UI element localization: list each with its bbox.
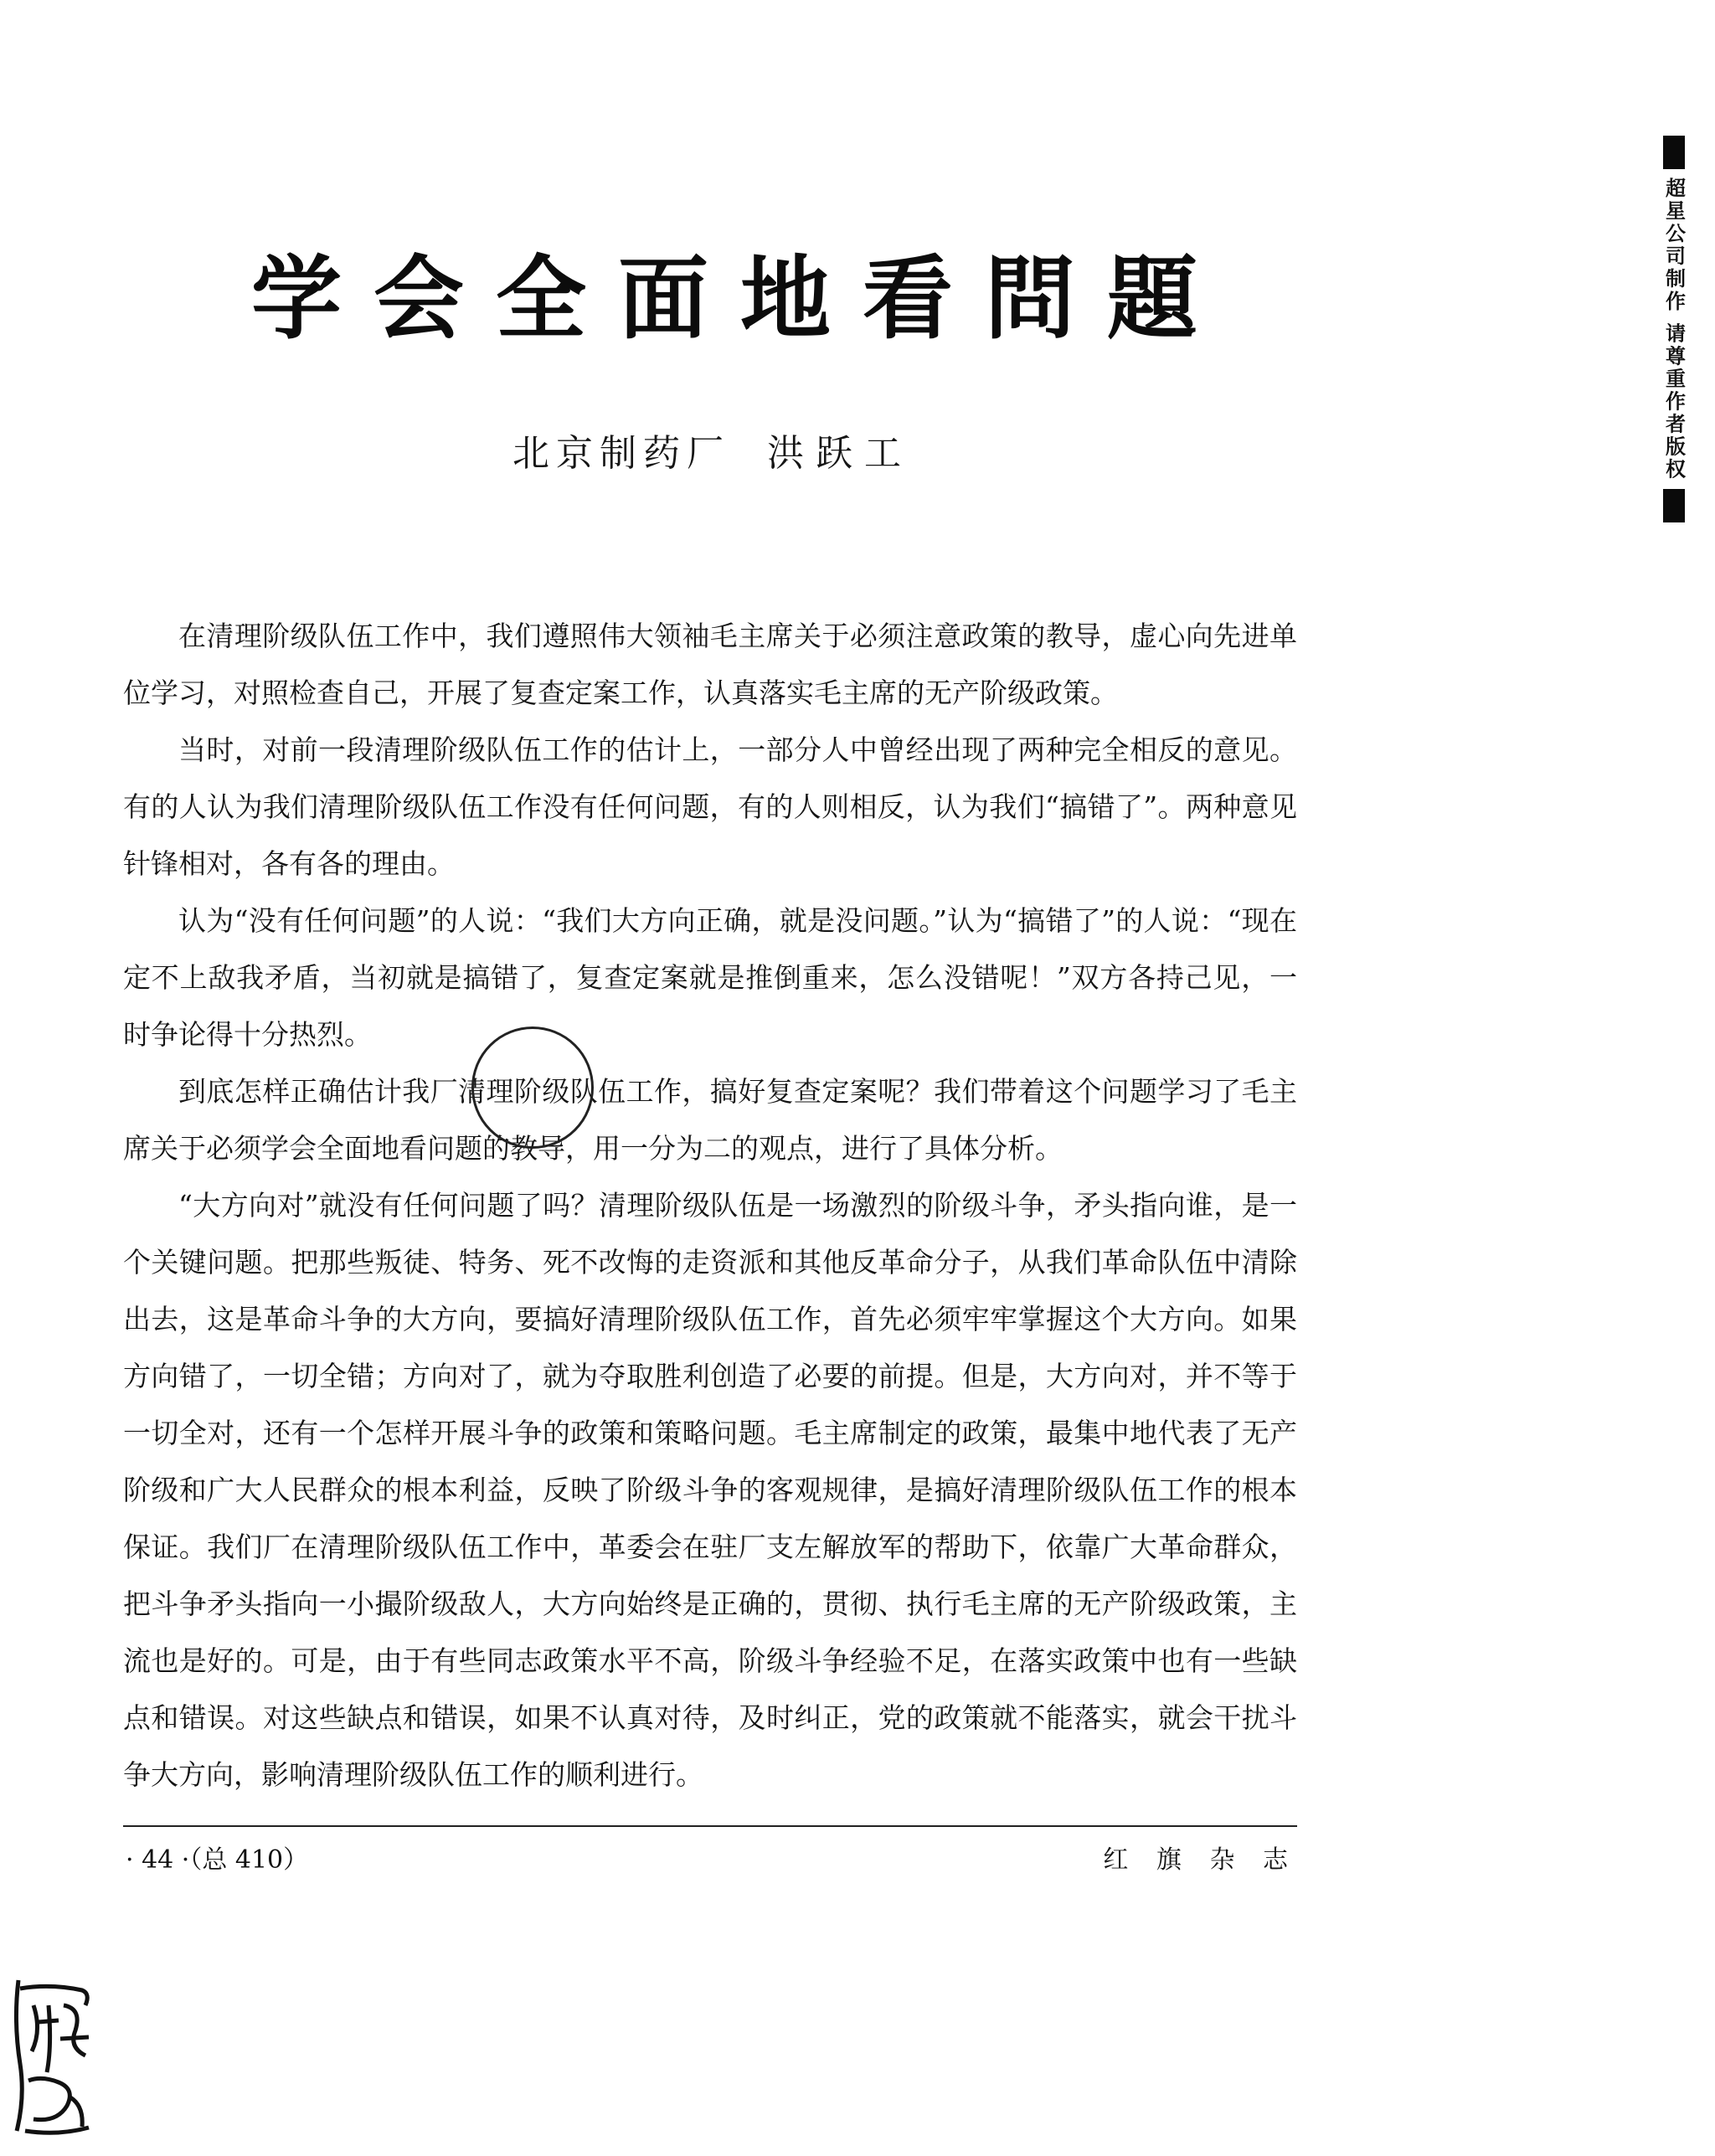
journal-name: 红 旗 杂 志 — [1103, 1845, 1298, 1875]
side-bar-bottom — [1663, 489, 1685, 522]
paragraph-4: 到底怎样正确估计我厂清理阶级队伍工作，搞好复查定案呢？我们带着这个问题学习了毛主席关于必须学会全面地看问题的教导，用一分为二的观点，进行了具体分析。 — [123, 1075, 1297, 1165]
byline-author: 洪跃工 — [767, 432, 913, 475]
byline-unit: 北京制药厂 — [512, 432, 730, 475]
article-title: 学会全面地看問題 — [251, 247, 1230, 352]
side-notice-text: 超星公司制作 请尊重作者版权 — [1661, 178, 1686, 481]
paragraph-5: “大方向对”就没有任何问题了吗？清理阶级队伍是一场激烈的阶级斗争，矛头指向谁，是一个关键问题。把那些叛徒、特务、死不改悔的走资派和其他反革命分子，从我们革命队伍中清除出去，这是革命斗争的大方向，要搞好清理阶级队伍工作，首先必须牢牢掌握这个大方向。如果方向错了，一切全错；方向对了，就为夺取胜利创造了必要的前提。但是，大方向对，并不等于一切全对，还有一个怎样开展斗争的政策和策略问题。毛主席制定的政策，最集中地代表了无产阶级和广大人民群众的根本利益，反映了阶级斗争的客观规律，是搞好清理阶级队伍工作的根本保证。我们厂在清理阶级队伍工作中，革委会在驻厂支左解放军的帮助下，依靠广大革命群众，把斗争矛头指向一小撮阶级敌人，大方向始终是正确的，贯彻、执行毛主席的无产阶级政策，主流也是好的。可是，由于有些同志政策水平不高，阶级斗争经验不足，在落实政策中也有一些缺点和错误。对这些缺点和错误，如果不认真对待，及时纠正，党的政策就不能落实，就会干扰斗争大方向，影响清理阶级队伍工作的顺利进行。 — [123, 1189, 1297, 1791]
paragraph-1: 在清理阶级队伍工作中，我们遵照伟大领袖毛主席关于必须注意政策的教导，虚心向先进单位学习，对照检查自己，开展了复查定案工作，认真落实毛主席的无产阶级政策。 — [123, 620, 1297, 709]
byline — [512, 423, 913, 476]
circle-annotation — [471, 1027, 594, 1149]
paragraph-3: 认为“没有任何问题”的人说：“我们大方向正确，就是没问题。”认为“搞错了”的人说：“现在定不上敌我矛盾，当初就是搞错了，复查定案就是推倒重来，怎么没错呢！”双方各持己见，一时争论得十分热烈。 — [123, 904, 1297, 1051]
page-number: · 44 ·（总 410） — [126, 1845, 309, 1875]
side-bar-top — [1663, 136, 1685, 169]
copyright-side-notice — [1654, 136, 1694, 522]
footer-rule — [123, 1825, 1297, 1827]
paragraph-2: 当时，对前一段清理阶级队伍工作的估计上，一部分人中曾经出现了两种完全相反的意见。有的人认为我们清理阶级队伍工作没有任何问题，有的人则相反，认为我们“搞错了”。两种意见针锋相对，各有各的理由。 — [123, 733, 1297, 880]
article-body — [123, 608, 1297, 1804]
seal-stamp-icon — [8, 1972, 99, 2139]
